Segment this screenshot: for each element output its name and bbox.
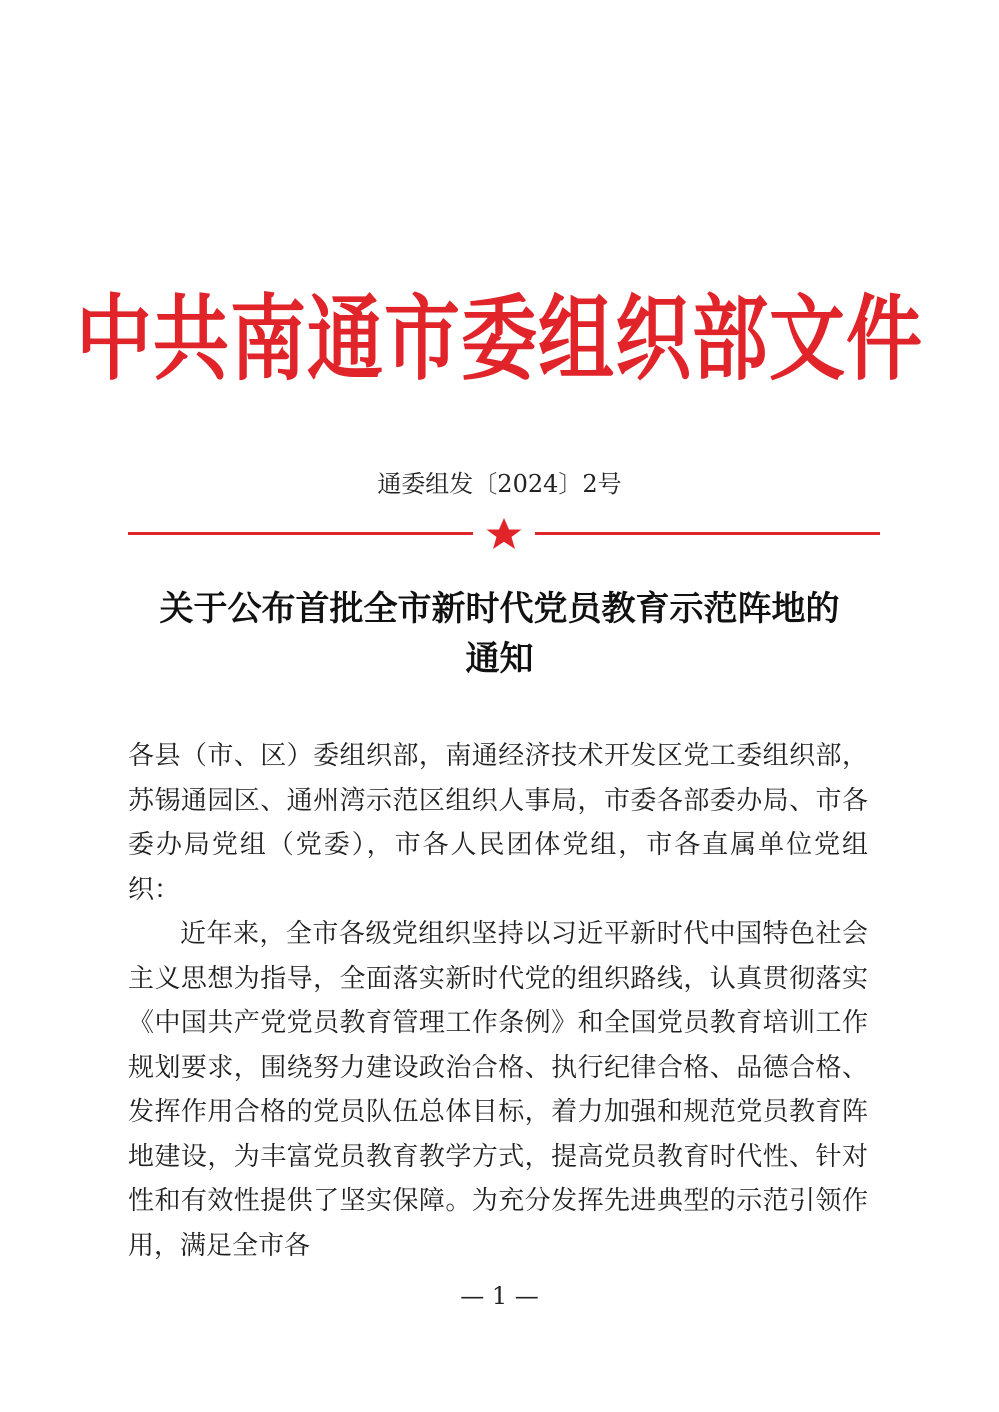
- red-rule-left: [128, 532, 473, 535]
- page-number: — 1 —: [460, 1282, 539, 1310]
- masthead-title: 中共南通市委组织部文件: [76, 284, 923, 393]
- star-icon: [483, 518, 525, 550]
- red-divider: [128, 518, 880, 550]
- document-body: [128, 734, 868, 1268]
- document-title: [100, 584, 899, 684]
- title-line-1: 关于公布首批全市新时代党员教育示范阵地的: [159, 589, 840, 629]
- paragraph-1: 近年来，全市各级党组织坚持以习近平新时代中国特色社会主义思想为指导，全面落实新时代党的组织路线，认真贯彻落实《中国共产党党员教育管理工作条例》和全国党员教育培训工作规划要求，围绕努力建设政治合格、执行纪律合格、品德合格、发挥作用合格的党员队伍总体目标，着力加强和规范党员教育阵地建设，为丰富党员教育教学方式，提高党员教育时代性、针对性和有效性提供了坚实保障。为充分发挥先进典型的示范引领作用，满足全市各: [128, 919, 868, 1261]
- title-line-2: 通知: [465, 639, 534, 679]
- addressees: 各县（市、区）委组织部，南通经济技术开发区党工委组织部，苏锡通园区、通州湾示范区组织人事局，市委各部委办局、市各委办局党组（党委），市各人民团体党组，市各直属单位党组织：: [128, 741, 868, 905]
- red-rule-right: [535, 532, 880, 535]
- document-number: 通委组发〔2024〕2号: [377, 470, 622, 498]
